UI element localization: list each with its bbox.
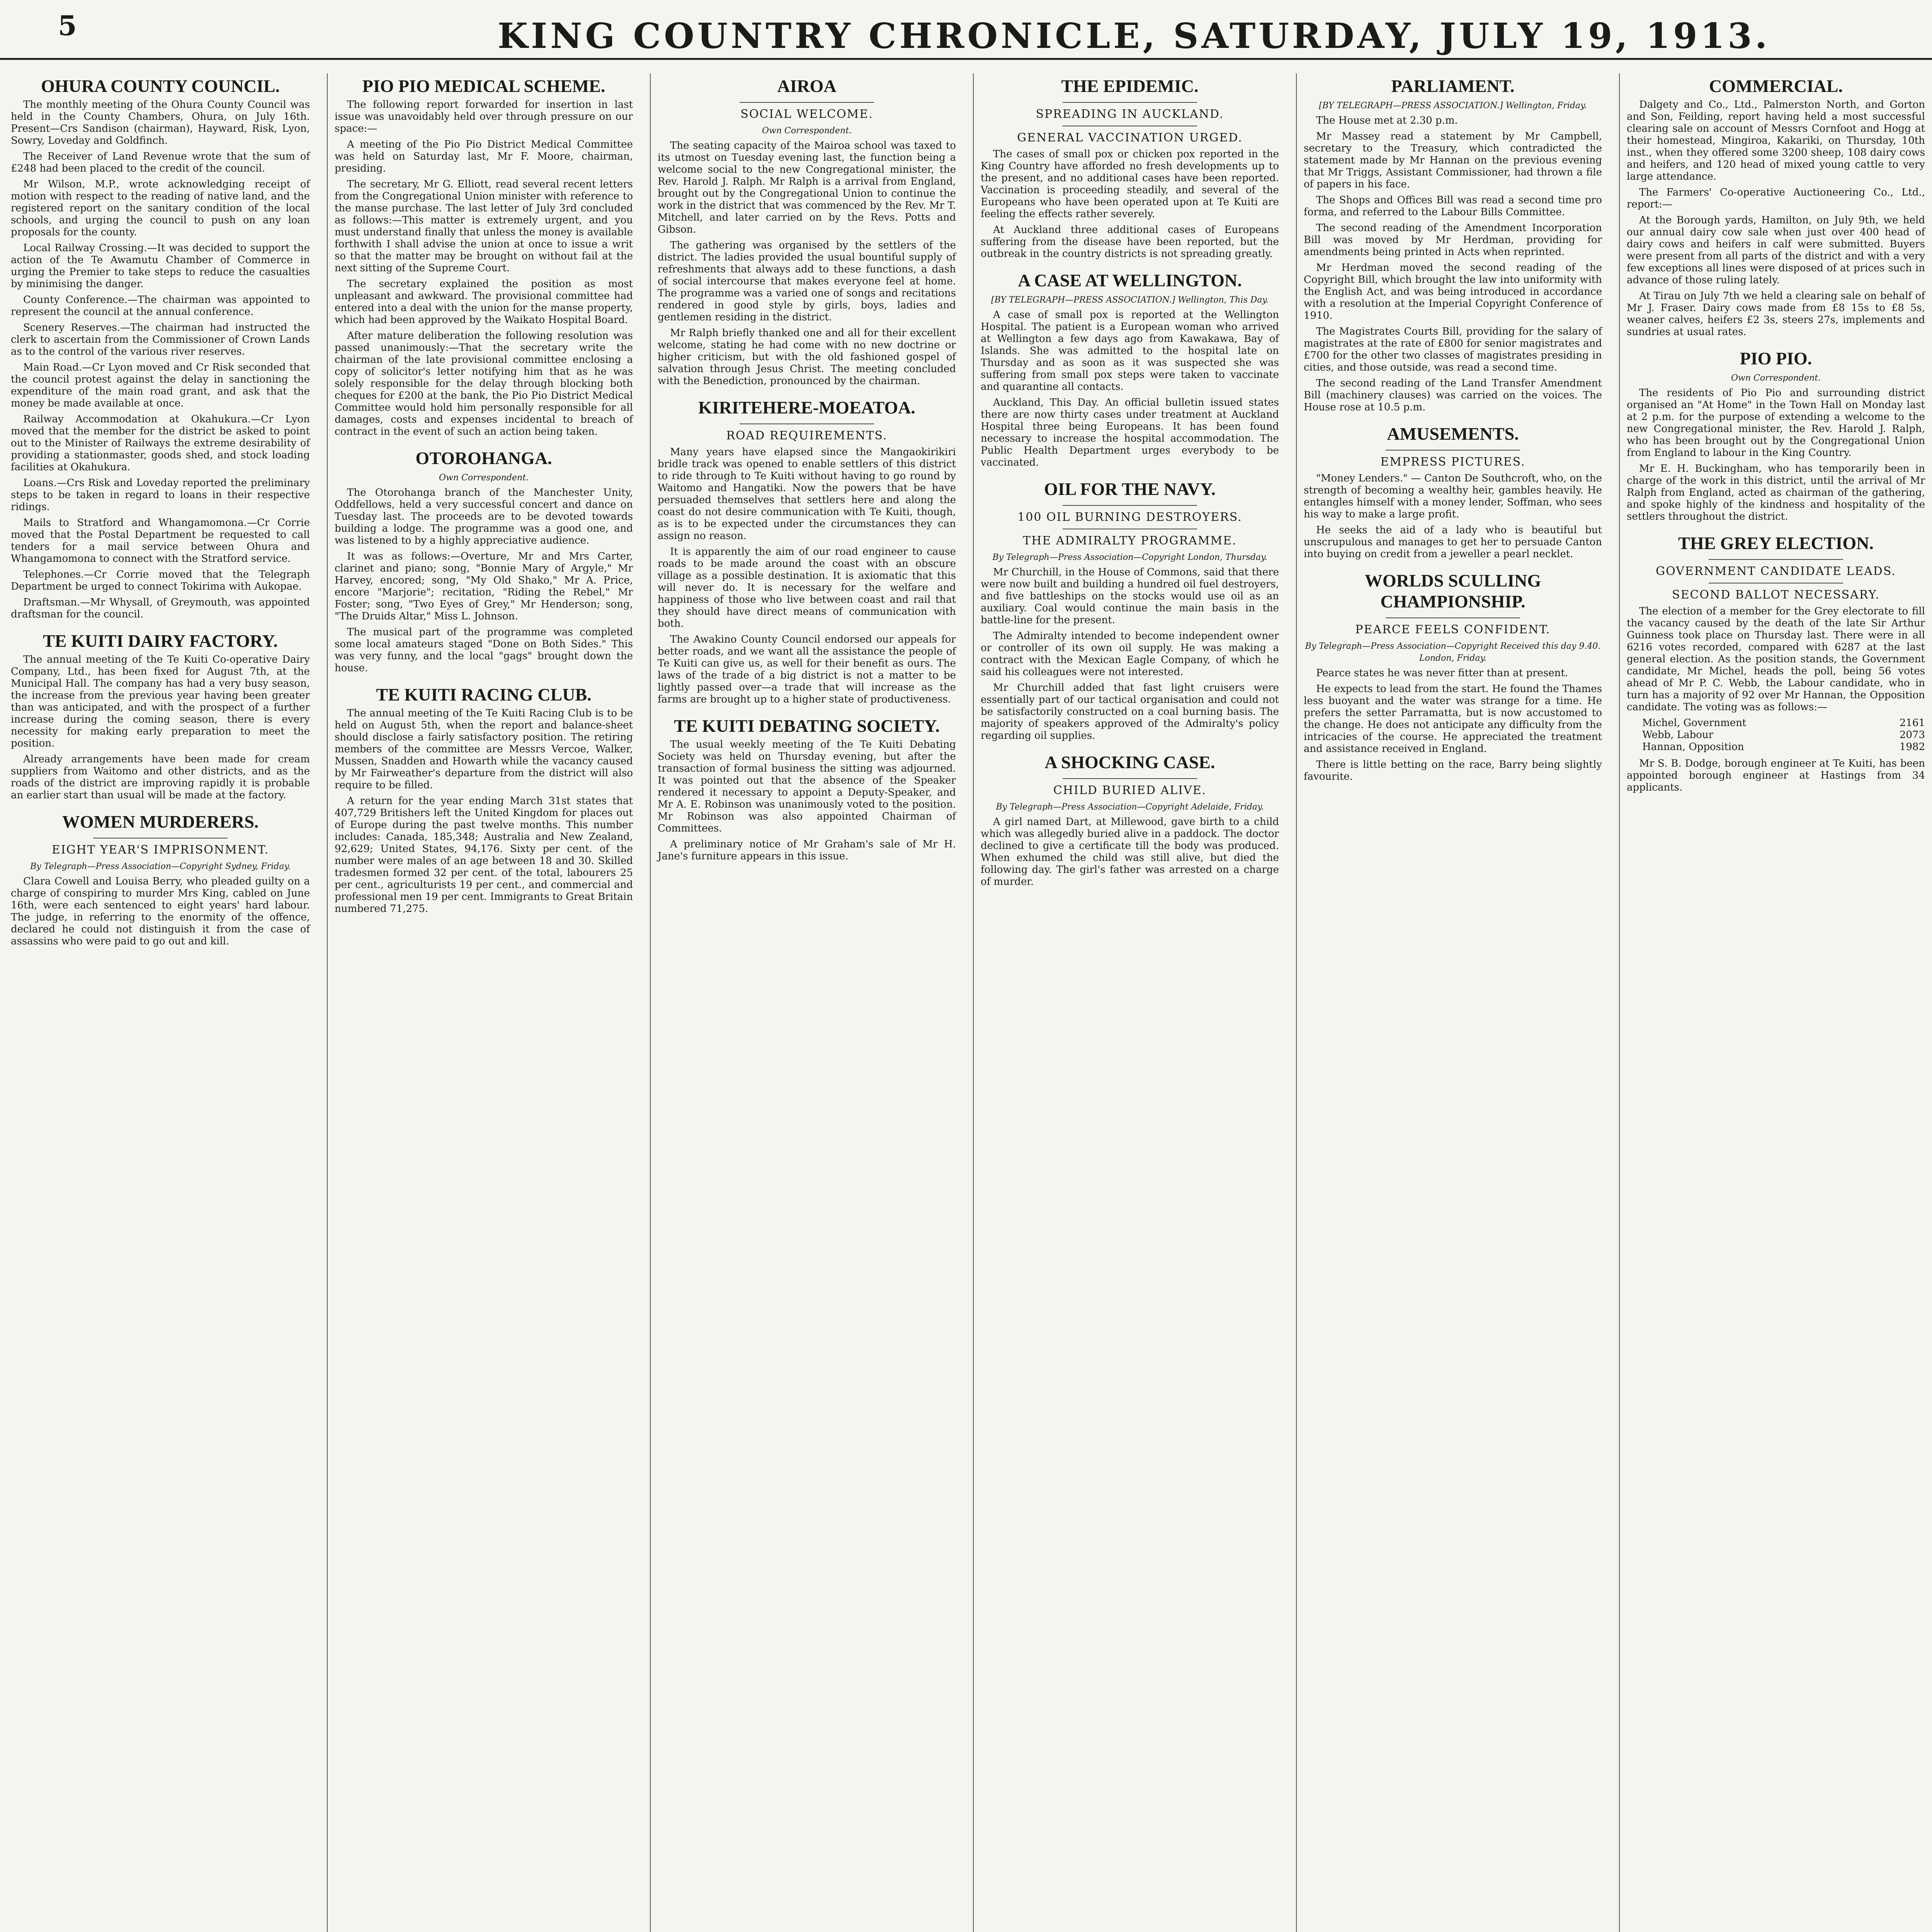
candidate-votes: 1982	[1899, 741, 1925, 753]
candidate-name: Michel, Government	[1642, 717, 1747, 729]
column-5	[1296, 73, 1609, 1932]
article-headline: COMMERCIAL.	[1709, 76, 1843, 96]
article	[1304, 423, 1602, 560]
column-2	[327, 73, 640, 1932]
article-paragraph: The seating capacity of the Mairoa school was taxed to its utmost on Tuesday evening last, the function being a welcome social to the new Congregational minister, the Rev. Harold J. Ralph. Mr Ralph is a arrival from England, brought out by the Congregational Union to continue the work in the district that was commenced by the Rev. Mr T. Mitchell, and later carried on by the Revs. Potts and Gibson.	[658, 140, 956, 235]
article	[1627, 348, 1925, 523]
newspaper-title: KING COUNTRY CHRONICLE, SATURDAY, JULY 19, 1913.	[497, 15, 1770, 56]
article-headline: TE KUITI DEBATING SOCIETY.	[674, 716, 940, 736]
article-paragraph: A preliminary notice of Mr Graham's sale of Mr H. Jane's furniture appears in this issue.	[658, 838, 956, 862]
article-paragraph: There is little betting on the race, Barry being slightly favourite.	[1304, 759, 1602, 782]
article	[335, 684, 633, 915]
article-subheading: SOCIAL WELCOME.	[740, 107, 873, 121]
article	[1627, 76, 1925, 338]
article-dateline: By Telegraph—Press Association—Copyright Sydney, Friday.	[30, 862, 291, 871]
article-paragraph: The musical part of the programme was completed some local amateurs staged "Done on Both Sides." This was very funny, and the local "gags" brought down the house.	[335, 626, 633, 674]
article-subheading: ROAD REQUIREMENTS.	[726, 429, 888, 442]
article-paragraph: It is apparently the aim of our road engineer to cause roads to be made around the coast with an obscure village as a possible destination. It is axiomatic that this will never do. It is necessary for the welfare and happiness of those who live between coast and rail that they should have direct means of communication with both.	[658, 546, 956, 629]
article-headline: TE KUITI DAIRY FACTORY.	[43, 631, 278, 651]
article-headline: PARLIAMENT.	[1391, 76, 1515, 96]
article-headline: WOMEN MURDERERS.	[62, 812, 259, 832]
article-paragraph: Railway Accommodation at Okahukura.—Cr Lyon moved that the member for the district be asked to point out to the Minister of Railways the extreme desirability of providing a stationmaster, goods shed, and stock loading facilities at Okahukura.	[11, 413, 310, 473]
article-paragraph: Mails to Stratford and Whangamomona.—Cr Corrie moved that the Postal Department be requested to call tenders for a mail service between Ohura and Whangamomona to connect with the Stratford service.	[11, 517, 310, 565]
article-paragraph: "Money Lenders." — Canton De Southcroft, who, on the strength of becoming a wealthy heir, gambles heavily. He entangles himself with a money lender, Soffman, who sees his way to make a large profit.	[1304, 473, 1602, 520]
article-headline: A CASE AT WELLINGTON.	[1018, 270, 1242, 290]
column-4	[973, 73, 1286, 1932]
article-paragraph: Scenery Reserves.—The chairman had instructed the clerk to ascertain from the Commissioner of Crown Lands as to the control of the various river reserves.	[11, 322, 310, 357]
headline-rule	[1063, 505, 1197, 506]
article-subheading: SPREADING IN AUCKLAND.	[1036, 107, 1224, 121]
article-paragraph: Loans.—Crs Risk and Loveday reported the preliminary steps to be taken in regard to loans in their respective ridings.	[11, 477, 310, 513]
article	[658, 716, 956, 862]
article-paragraph: Auckland, This Day. An official bulletin issued states there are now thirty cases under treatment at Auckland Hospital three being Europeans. It has been found necessary to increase the hospital accommodation. The Public Health Department urges everybody to be vaccinated.	[981, 397, 1279, 468]
article-paragraph: The second reading of the Amendment Incorporation Bill was moved by Mr Herdman, providing for amendments being printed in Acts when reprinted.	[1304, 222, 1602, 258]
article	[658, 397, 956, 706]
article-paragraph: The Admiralty intended to become independent owner or controller of its own oil supply. He was making a contract with the Mexican Eagle Company, of which he said his colleagues were not interested.	[981, 630, 1279, 678]
article-paragraph: After mature deliberation the following resolution was passed unanimously:—That the secretary write the chairman of the late provisional committee enclosing a copy of solicitor's letter notifying him that as he was solely responsible for the delay through blocking both cheques for £200 at the bank, the Pio Pio District Medical Committee would hold him personally responsible for all damages, costs and expenses incidental to breach of contract in the event of such an action being taken.	[335, 330, 633, 437]
column-3	[650, 73, 963, 1932]
article-paragraph: The second reading of the Land Transfer Amendment Bill (machinery clauses) was carried on the voices. The House rose at 10.5 p.m.	[1304, 378, 1602, 413]
article-paragraph: Local Railway Crossing.—It was decided to support the action of the Te Awamutu Chamber of Commerce in urging the Premier to take steps to reduce the casualties by minimising the danger.	[11, 242, 310, 290]
article-paragraph: The Otorohanga branch of the Manchester Unity, Oddfellows, held a very successful concert and dance on Tuesday last. The proceeds are to be devoted towards building a lodge. The programme was a good one, and was listened to by a highly appreciative audience.	[335, 487, 633, 546]
article-headline: PIO PIO.	[1740, 349, 1812, 368]
article-paragraph: Mr Herdman moved the second reading of the Copyright Bill, which brought the law into uniformity with the English Act, and was being introduced in accordance with a resolution at the Imperial Copyright Conference of 1910.	[1304, 262, 1602, 321]
article	[981, 479, 1279, 742]
masthead	[0, 0, 1932, 60]
article-subheading: GOVERNMENT CANDIDATE LEADS.	[1656, 565, 1896, 578]
article-paragraph: He seeks the aid of a lady who is beautiful but unscrupulous and manages to get her to persuade Canton into buying on credit from a jeweller a pearl necklet.	[1304, 524, 1602, 560]
article-paragraph: Clara Cowell and Louisa Berry, who pleaded guilty on a charge of conspiring to murder Mrs King, cabled on June 16th, were each sentenced to eight years' hard labour. The judge, in referring to the enormity of the offence, declared he could not distinguish it from the case of assassins who were paid to go out and kill.	[11, 876, 310, 947]
article-paragraph: Mr E. H. Buckingham, who has temporarily been in charge of the work in this district, until the arrival of Mr Ralph from England, acted as chairman of the gathering, and spoke highly of the kindness and hospitality of the settlers throughout the district.	[1627, 463, 1925, 522]
article-dateline: By Telegraph—Press Association—Copyright London, Thursday.	[992, 553, 1267, 562]
article-paragraph: Telephones.—Cr Corrie moved that the Telegraph Department be urged to connect Tokirima with Aukopae.	[11, 569, 310, 592]
article-paragraph: The Shops and Offices Bill was read a second time pro forma, and referred to the Labour Bills Committee.	[1304, 194, 1602, 218]
article	[1304, 570, 1602, 783]
article-dateline: Own Correspondent.	[439, 473, 529, 483]
article-paragraph: A girl named Dart, at Millewood, gave birth to a child which was allegedly buried alive in a paddock. The doctor declined to give a certificate till the body was produced. When exhumed the child was still alive, but died the following day. The girl's father was arrested on a charge of murder.	[981, 816, 1279, 888]
article-paragraph: Many years have elapsed since the Mangaokirikiri bridle track was opened to enable settlers of this district to ride through to Te Kuiti without having to go round by Waitomo and Hangatiki. Now the powers that be have persuaded themselves that settlers here and along the coast do not desire communication with Te Kuiti, though, as is to be expected under the circumstances they can assign no reason.	[658, 446, 956, 542]
article	[981, 270, 1279, 469]
election-results-table	[1627, 717, 1925, 753]
article	[1627, 533, 1925, 794]
article-headline: KIRITEHERE-MOEATOA.	[698, 398, 915, 417]
article-subheading: EMPRESS PICTURES.	[1380, 455, 1526, 469]
headline-rule	[1063, 778, 1197, 779]
article-paragraph: The monthly meeting of the Ohura County Council was held in the County Chambers, Ohura, on July 16th. Present—Crs Sandison (chairman), Hayward, Risk, Lyon, Sowry, Loveday and Goldfinch.	[11, 99, 310, 146]
article-paragraph: A return for the year ending March 31st states that 407,729 Britishers left the United Kingdom for places out of Europe during the past twelve months. This number includes: Canada, 185,348; Australia and New Zealand, 92,629; United States, 94,176. Sixty per cent. of the number were males of an age between 18 and 30. Skilled tradesmen formed 32 per cent. of the total, labourers 25 per cent., agriculturists 19 per cent., and commercial and professional men 19 per cent. Immigrants to Great Britain numbered 71,275.	[335, 795, 633, 915]
candidate-votes: 2161	[1899, 717, 1925, 729]
article-paragraph: The annual meeting of the Te Kuiti Racing Club is to be held on August 5th, when the report and balance-sheet should disclose a fairly satisfactory position. The retiring members of the committee are Messrs Vercoe, Walker, Mussen, Snadden and Howarth while the vacancy caused by Mr Fairweather's departure from the district will also require to be filled.	[335, 707, 633, 791]
article-paragraph: Mr Churchill added that fast light cruisers were essentially part of our tactical organisation and could not be satisfactorily constructed on a coal burning basis. The majority of speakers approved of the Admiralty's policy regarding oil supplies.	[981, 682, 1279, 742]
article-paragraph: A case of small pox is reported at the Wellington Hospital. The patient is a European woman who arrived at Wellington a few days ago from Kawakawa, Bay of Islands. She was admitted to the hospital late on Thursday and as soon as it was suspected she was suffering from small pox steps were taken to vaccinate and quarantine all contacts.	[981, 309, 1279, 393]
article-paragraph: Draftsman.—Mr Whysall, of Greymouth, was appointed draftsman for the council.	[11, 597, 310, 620]
article	[11, 631, 310, 801]
page-number-left: 5	[58, 10, 77, 42]
article-paragraph: The cases of small pox or chicken pox reported in the King Country have afforded no fresh developments up to the present, and no additional cases have been reported. Vaccination is proceeding steadily, and several of the Europeans who have been operated upon at Te Kuiti are feeling the effects rather severely.	[981, 148, 1279, 220]
headline-rule	[1709, 559, 1843, 560]
article-paragraph: At Auckland three additional cases of Europeans suffering from the disease have been reported, but the outbreak in the country districts is not spreading greatly.	[981, 224, 1279, 260]
article-subheading: SECOND BALLOT NECESSARY.	[1672, 588, 1880, 602]
article-subheading: EIGHT YEAR'S IMPRISONMENT.	[51, 843, 269, 857]
article-dateline: [BY TELEGRAPH—PRESS ASSOCIATION.] Wellington, This Day.	[991, 295, 1269, 305]
article-headline: PIO PIO MEDICAL SCHEME.	[362, 76, 605, 96]
candidate-name: Webb, Labour	[1642, 729, 1714, 741]
column-1	[4, 73, 317, 1932]
article-paragraph: Main Road.—Cr Lyon moved and Cr Risk seconded that the council protest against the delay in sanctioning the expenditure of the main road grant, and ask that the money be made available at once.	[11, 362, 310, 409]
election-result-row	[1627, 729, 1925, 741]
article	[11, 811, 310, 947]
article-subheading: THE ADMIRALTY PROGRAMME.	[1023, 534, 1237, 548]
article	[981, 76, 1279, 260]
article	[658, 76, 956, 387]
headline-rule	[1386, 617, 1520, 618]
article-paragraph: The Magistrates Courts Bill, providing for the salary of magistrates at the rate of £800 for senior magistrates and £700 for the other two classes of magistrates presiding in cities, and those outside, was read a second time.	[1304, 326, 1602, 373]
article-paragraph: County Conference.—The chairman was appointed to represent the council at the annual conference.	[11, 294, 310, 318]
article-subheading: PEARCE FEELS CONFIDENT.	[1355, 623, 1551, 636]
article-paragraph: The following report forwarded for insertion in last issue was unavoidably held over through pressure on our space:—	[335, 99, 633, 134]
article-paragraph: The residents of Pio Pio and surrounding district organised an "At Home" in the Town Hall on Monday last at 2 p.m. for the purpose of extending a welcome to the new Congregational minister, the Rev. Harold J. Ralph, who has been brought out by the Congregational Union from England to labour in the King Country.	[1627, 387, 1925, 459]
article-headline: THE EPIDEMIC.	[1061, 76, 1199, 96]
article-paragraph: Dalgety and Co., Ltd., Palmerston North, and Gorton and Son, Feilding, report having held a most successful clearing sale on account of Messrs Cornfoot and Hogg at their homestead, Mingiroa, Kakariki, on Thursday, 10th inst., when they offered some 3200 sheep, 108 dairy cows and heifers, and 120 head of mixed young cattle to very large attendance.	[1627, 99, 1925, 182]
article-paragraph: A meeting of the Pio Pio District Medical Committee was held on Saturday last, Mr F. Moore, chairman, presiding.	[335, 139, 633, 174]
article	[335, 76, 633, 438]
article-paragraph: The gathering was organised by the settlers of the district. The ladies provided the usual bountiful supply of refreshments that always add to these functions, a dash of social intercourse that makes everyone feel at home. The programme was a varied one of songs and recitations rendered in good style by girls, boys, ladies and gentlemen residing in the district.	[658, 240, 956, 323]
article-headline: AIROA	[777, 76, 837, 96]
candidate-votes: 2073	[1899, 729, 1925, 741]
article-paragraph: At the Borough yards, Hamilton, on July 9th, we held our annual dairy cow sale when just over 400 head of dairy cows and heifers in calf were submitted. Buyers were present from all parts of the district and with a very few exceptions all lines were disposed of at prices such in advance of those ruling lately.	[1627, 214, 1925, 286]
article-dateline: By Telegraph—Press Association—Copyright Adelaide, Friday.	[996, 802, 1264, 812]
headline-rule	[740, 102, 874, 103]
article-headline: AMUSEMENTS.	[1387, 424, 1519, 444]
article-paragraph: Already arrangements have been made for cream suppliers from Waitomo and other districts, and as the roads of the district are improving rapidly it is probable an earlier start than usual will be made at the factory.	[11, 753, 310, 801]
article-paragraph: The annual meeting of the Te Kuiti Co-operative Dairy Company, Ltd., has been fixed for August 7th, at the Municipal Hall. The company has had a very busy season, the increase from the previous year having been greater than was anticipated, and with the prospect of a further increase during the coming season, there is every necessity for making early preparation to meet the position.	[11, 654, 310, 749]
article-subheading: CHILD BURIED ALIVE.	[1053, 784, 1207, 797]
article-paragraph: The secretary explained the position as most unpleasant and awkward. The provisional committee had entered into a deal with the union for the manse property, which had been approved by the Waikato Hospital Board.	[335, 278, 633, 326]
article-paragraph: Pearce states he was never fitter than at present.	[1316, 667, 1568, 679]
article-paragraph: The House met at 2.30 p.m.	[1316, 115, 1458, 126]
article-dateline: Own Correspondent.	[762, 126, 852, 136]
article-headline: A SHOCKING CASE.	[1044, 752, 1215, 772]
article-dateline: Own Correspondent.	[1731, 373, 1821, 383]
headline-rule	[1386, 450, 1520, 451]
article-paragraph: Mr Massey read a statement by Mr Campbell, secretary to the Treasury, which contradicted the statement made by Mr Hannan on the previous evening that Mr Triggs, Assistant Commissioner, had thrown a file of papers in his face.	[1304, 131, 1602, 190]
article-headline: OTOROHANGA.	[415, 448, 552, 468]
election-result-row	[1627, 717, 1925, 729]
article-headline: WORLDS SCULLING CHAMPIONSHIP.	[1364, 571, 1541, 611]
column-6	[1619, 73, 1932, 1932]
article-headline: THE GREY ELECTION.	[1678, 533, 1874, 553]
election-result-row	[1627, 741, 1925, 753]
article-paragraph: The secretary, Mr G. Elliott, read several recent letters from the Congregational Union minister with reference to the manse purchase. The last letter of July 3rd concluded as follows:—This matter is extremely urgent, and you must understand finally that unless the money is available forthwith I shall advise the union at once to issue a writ so that the matter may be brought on without fail at the next sitting of the Supreme Court.	[335, 179, 633, 274]
article-paragraph: The Farmers' Co-operative Auctioneering Co., Ltd., report:—	[1627, 187, 1925, 210]
article	[335, 448, 633, 674]
candidate-name: Hannan, Opposition	[1642, 741, 1744, 753]
article-paragraph: At Tirau on July 7th we held a clearing sale on behalf of Mr J. Fraser. Dairy cows made from £8 15s to £8 5s, weaner calves, heifers £2 3s, steers 27s, implements and sundries at usual rates.	[1627, 290, 1925, 338]
article-paragraph: He expects to lead from the start. He found the Thames less buoyant and the water was strange for a time. He prefers the setter Parramatta, but is now accustomed to the change. He does not anticipate any difficulty from the intricacies of the course. He appreciated the treatment and assistance received in England.	[1304, 683, 1602, 755]
article-paragraph: The Awakino County Council endorsed our appeals for better roads, and we want all the assistance the people of Te Kuiti can give us, as well for their benefit as ours. The laws of the trade of a big district is not a matter to be lightly passed over—a trade that will increase as the farms are brought up to a higher state of productiveness.	[658, 634, 956, 705]
headline-rule	[740, 423, 874, 424]
article-paragraph: The usual weekly meeting of the Te Kuiti Debating Society was held on Thursday evening, but after the transaction of formal business the sitting was adjourned. It was pointed out that the absence of the Speaker rendered it necessary to appoint a Deputy-Speaker, and Mr A. E. Robinson was unanimously voted to the position. Mr Robinson was also appointed Chairman of Committees.	[658, 739, 956, 834]
article-paragraph: The election of a member for the Grey electorate to fill the vacancy caused by the death of the late Sir Arthur Guinness took place on Thursday last. There were in all 6216 votes recorded, compared with 6287 at the last general election. As the position stands, the Government candidate, Mr Michel, heads the poll, being 56 votes ahead of Mr P. C. Webb, the Labour candidate, who in turn has a majority of 92 over Mr Hannan, the Opposition candidate. The voting was as follows:—	[1627, 605, 1925, 713]
article-headline: OIL FOR THE NAVY.	[1044, 479, 1216, 499]
article-paragraph: Mr Wilson, M.P., wrote acknowledging receipt of motion with respect to the reading of native land, and the registered report on the sanitary condition of the local schools, and urging the council to push on any loan proposals for the county.	[11, 179, 310, 238]
article-paragraph: It was as follows:—Overture, Mr and Mrs Carter, clarinet and piano; song, "Bonnie Mary of Argyle," Mr Harvey, encored; song, "My Old Shako," Mr A. Price, encore "Marjorie"; recitation, "Riding the Rebel," Mr Foster; song, "Two Eyes of Grey," Mr Henderson; song, "The Druids Altar," Miss L. Johnson.	[335, 551, 633, 622]
article-dateline: By Telegraph—Press Association—Copyright Received this day 9.40. London, Friday.	[1305, 641, 1601, 663]
article-headline: TE KUITI RACING CLUB.	[376, 685, 592, 704]
article	[981, 752, 1279, 888]
article	[1304, 76, 1602, 413]
article	[11, 76, 310, 621]
article-subheading: GENERAL VACCINATION URGED.	[1017, 131, 1243, 145]
headline-rule	[1063, 102, 1197, 103]
article-subheading: 100 OIL BURNING DESTROYERS.	[1017, 510, 1242, 524]
article-paragraph: Mr Ralph briefly thanked one and all for their excellent welcome, stating he had come with no new doctrine or higher criticism, but with the old fashioned gospel of salvation through Jesus Christ. The meeting concluded with the Benediction, pronounced by the chairman.	[658, 327, 956, 387]
article-dateline: [BY TELEGRAPH—PRESS ASSOCIATION.] Wellington, Friday.	[1319, 101, 1587, 111]
article-paragraph: Mr Churchill, in the House of Commons, said that there were now built and building a hundred oil fuel destroyers, and five battleships on the stocks would use oil as an auxiliary. Coal would continue the main basis in the battle-line for the present.	[981, 566, 1279, 626]
article-paragraph: Mr S. B. Dodge, borough engineer at Te Kuiti, has been appointed borough engineer at Hastings from 34 applicants.	[1627, 758, 1925, 793]
article-paragraph: The Receiver of Land Revenue wrote that the sum of £248 had been placed to the credit of the council.	[11, 151, 310, 174]
article-headline: OHURA COUNTY COUNCIL.	[41, 76, 280, 96]
